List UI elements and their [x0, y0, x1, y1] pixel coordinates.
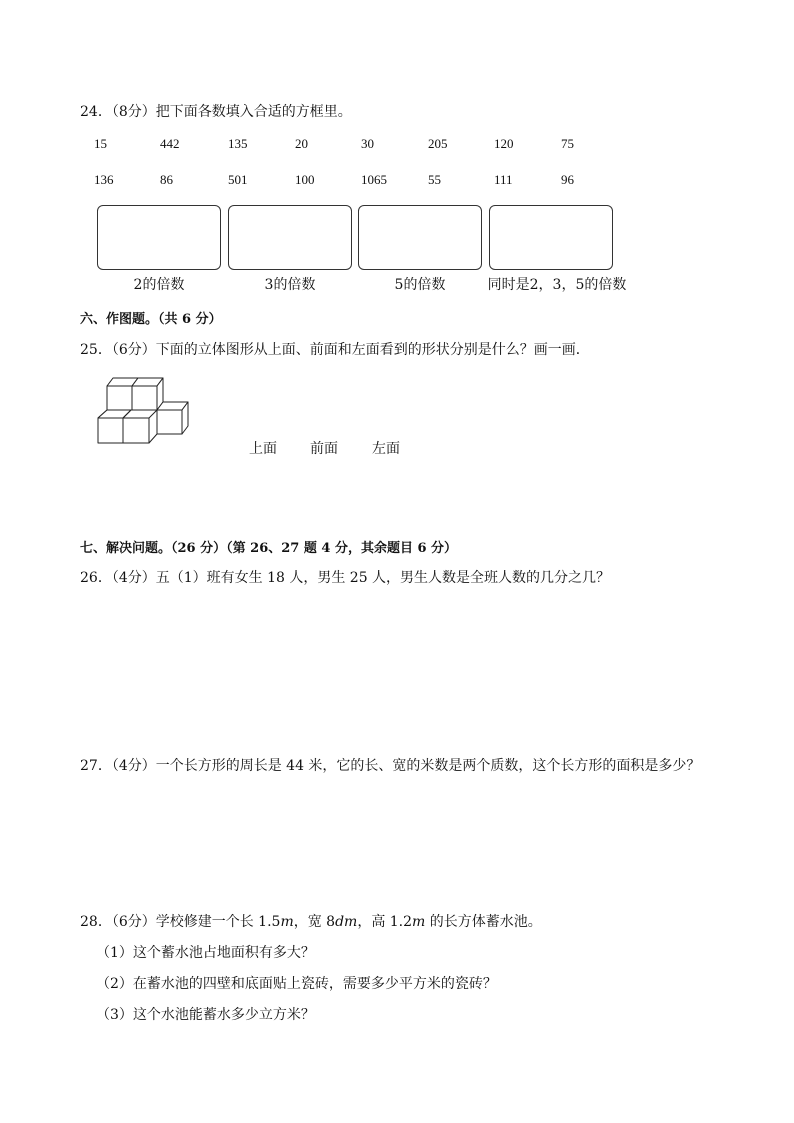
cube-face-front — [157, 410, 182, 434]
box-label: 5的倍数 — [394, 277, 446, 293]
section-title-7: 七、解决问题。（26 分）（第 26、27 题 4 分，其余题目 6 分） — [80, 541, 458, 556]
cube-face-top — [98, 410, 131, 418]
answer-box-multiples-of-2-3-5[interactable] — [489, 205, 613, 270]
cube-face-side — [149, 410, 157, 443]
number-item: 501 — [228, 172, 248, 187]
question-26: 26．（4分）五（1）班有女生 18 人，男生 25 人，男生人数是全班人数的几分之几？ — [80, 570, 611, 586]
question-25: 25．（6分）下面的立体图形从上面、前面和左面看到的形状分别是什么？画一画． — [80, 342, 590, 358]
box-label: 3的倍数 — [264, 277, 316, 293]
cube-face-front — [98, 418, 123, 443]
question-28-text: ，高 1.2 — [357, 914, 413, 930]
answer-box-multiples-of-5[interactable] — [358, 205, 482, 270]
number-item: 20 — [295, 136, 308, 151]
question-28-text: ，宽 8 — [293, 914, 336, 930]
cube-solid-figure — [96, 376, 196, 446]
box-label: 2的倍数 — [133, 277, 185, 293]
number-item: 135 — [228, 136, 248, 151]
number-item: 55 — [428, 172, 441, 187]
sub-question-2: （2）在蓄水池的四壁和底面贴上瓷砖，需要多少平方米的瓷砖？ — [96, 976, 497, 992]
question-27: 27．（4分）一个长方形的周长是 44 米，它的长、宽的米数是两个质数，这个长方形的面积是多少？ — [80, 758, 701, 774]
question-28-text: 28．（6分）学校修建一个长 1.5 — [80, 914, 281, 930]
question-28-text: 的长方体蓄水池。 — [425, 914, 542, 930]
number-item: 442 — [160, 136, 180, 151]
unit-dm: dm — [335, 914, 358, 930]
number-item: 96 — [561, 172, 574, 187]
number-item: 100 — [295, 172, 315, 187]
number-item: 120 — [494, 136, 514, 151]
number-item: 205 — [428, 136, 448, 151]
view-label-top: 上面 — [249, 441, 277, 457]
question-28 — [80, 911, 542, 931]
number-item: 75 — [561, 136, 574, 151]
number-item: 136 — [94, 172, 114, 187]
section-title-6: 六、作图题。（共 6 分） — [80, 312, 222, 327]
cube-face-front — [132, 386, 157, 410]
sub-question-1: （1）这个蓄水池占地面积有多大？ — [96, 945, 315, 961]
number-item: 86 — [160, 172, 173, 187]
number-item: 1065 — [361, 172, 387, 187]
sub-question-3: （3）这个水池能蓄水多少立方米？ — [96, 1007, 315, 1023]
unit-m: m — [412, 914, 426, 930]
answer-box-multiples-of-3[interactable] — [228, 205, 352, 270]
number-item: 15 — [94, 136, 107, 151]
answer-box-multiples-of-2[interactable] — [97, 205, 221, 270]
view-label-left: 左面 — [372, 441, 400, 457]
box-label: 同时是2，3，5的倍数 — [487, 277, 627, 293]
question-24: 24．（8分）把下面各数填入合适的方框里。 — [80, 104, 352, 120]
unit-m: m — [280, 914, 294, 930]
cube-face-front — [107, 386, 132, 410]
number-item: 111 — [494, 172, 513, 187]
view-label-front: 前面 — [310, 441, 338, 457]
number-item: 30 — [361, 136, 374, 151]
cube-face-front — [123, 418, 149, 443]
